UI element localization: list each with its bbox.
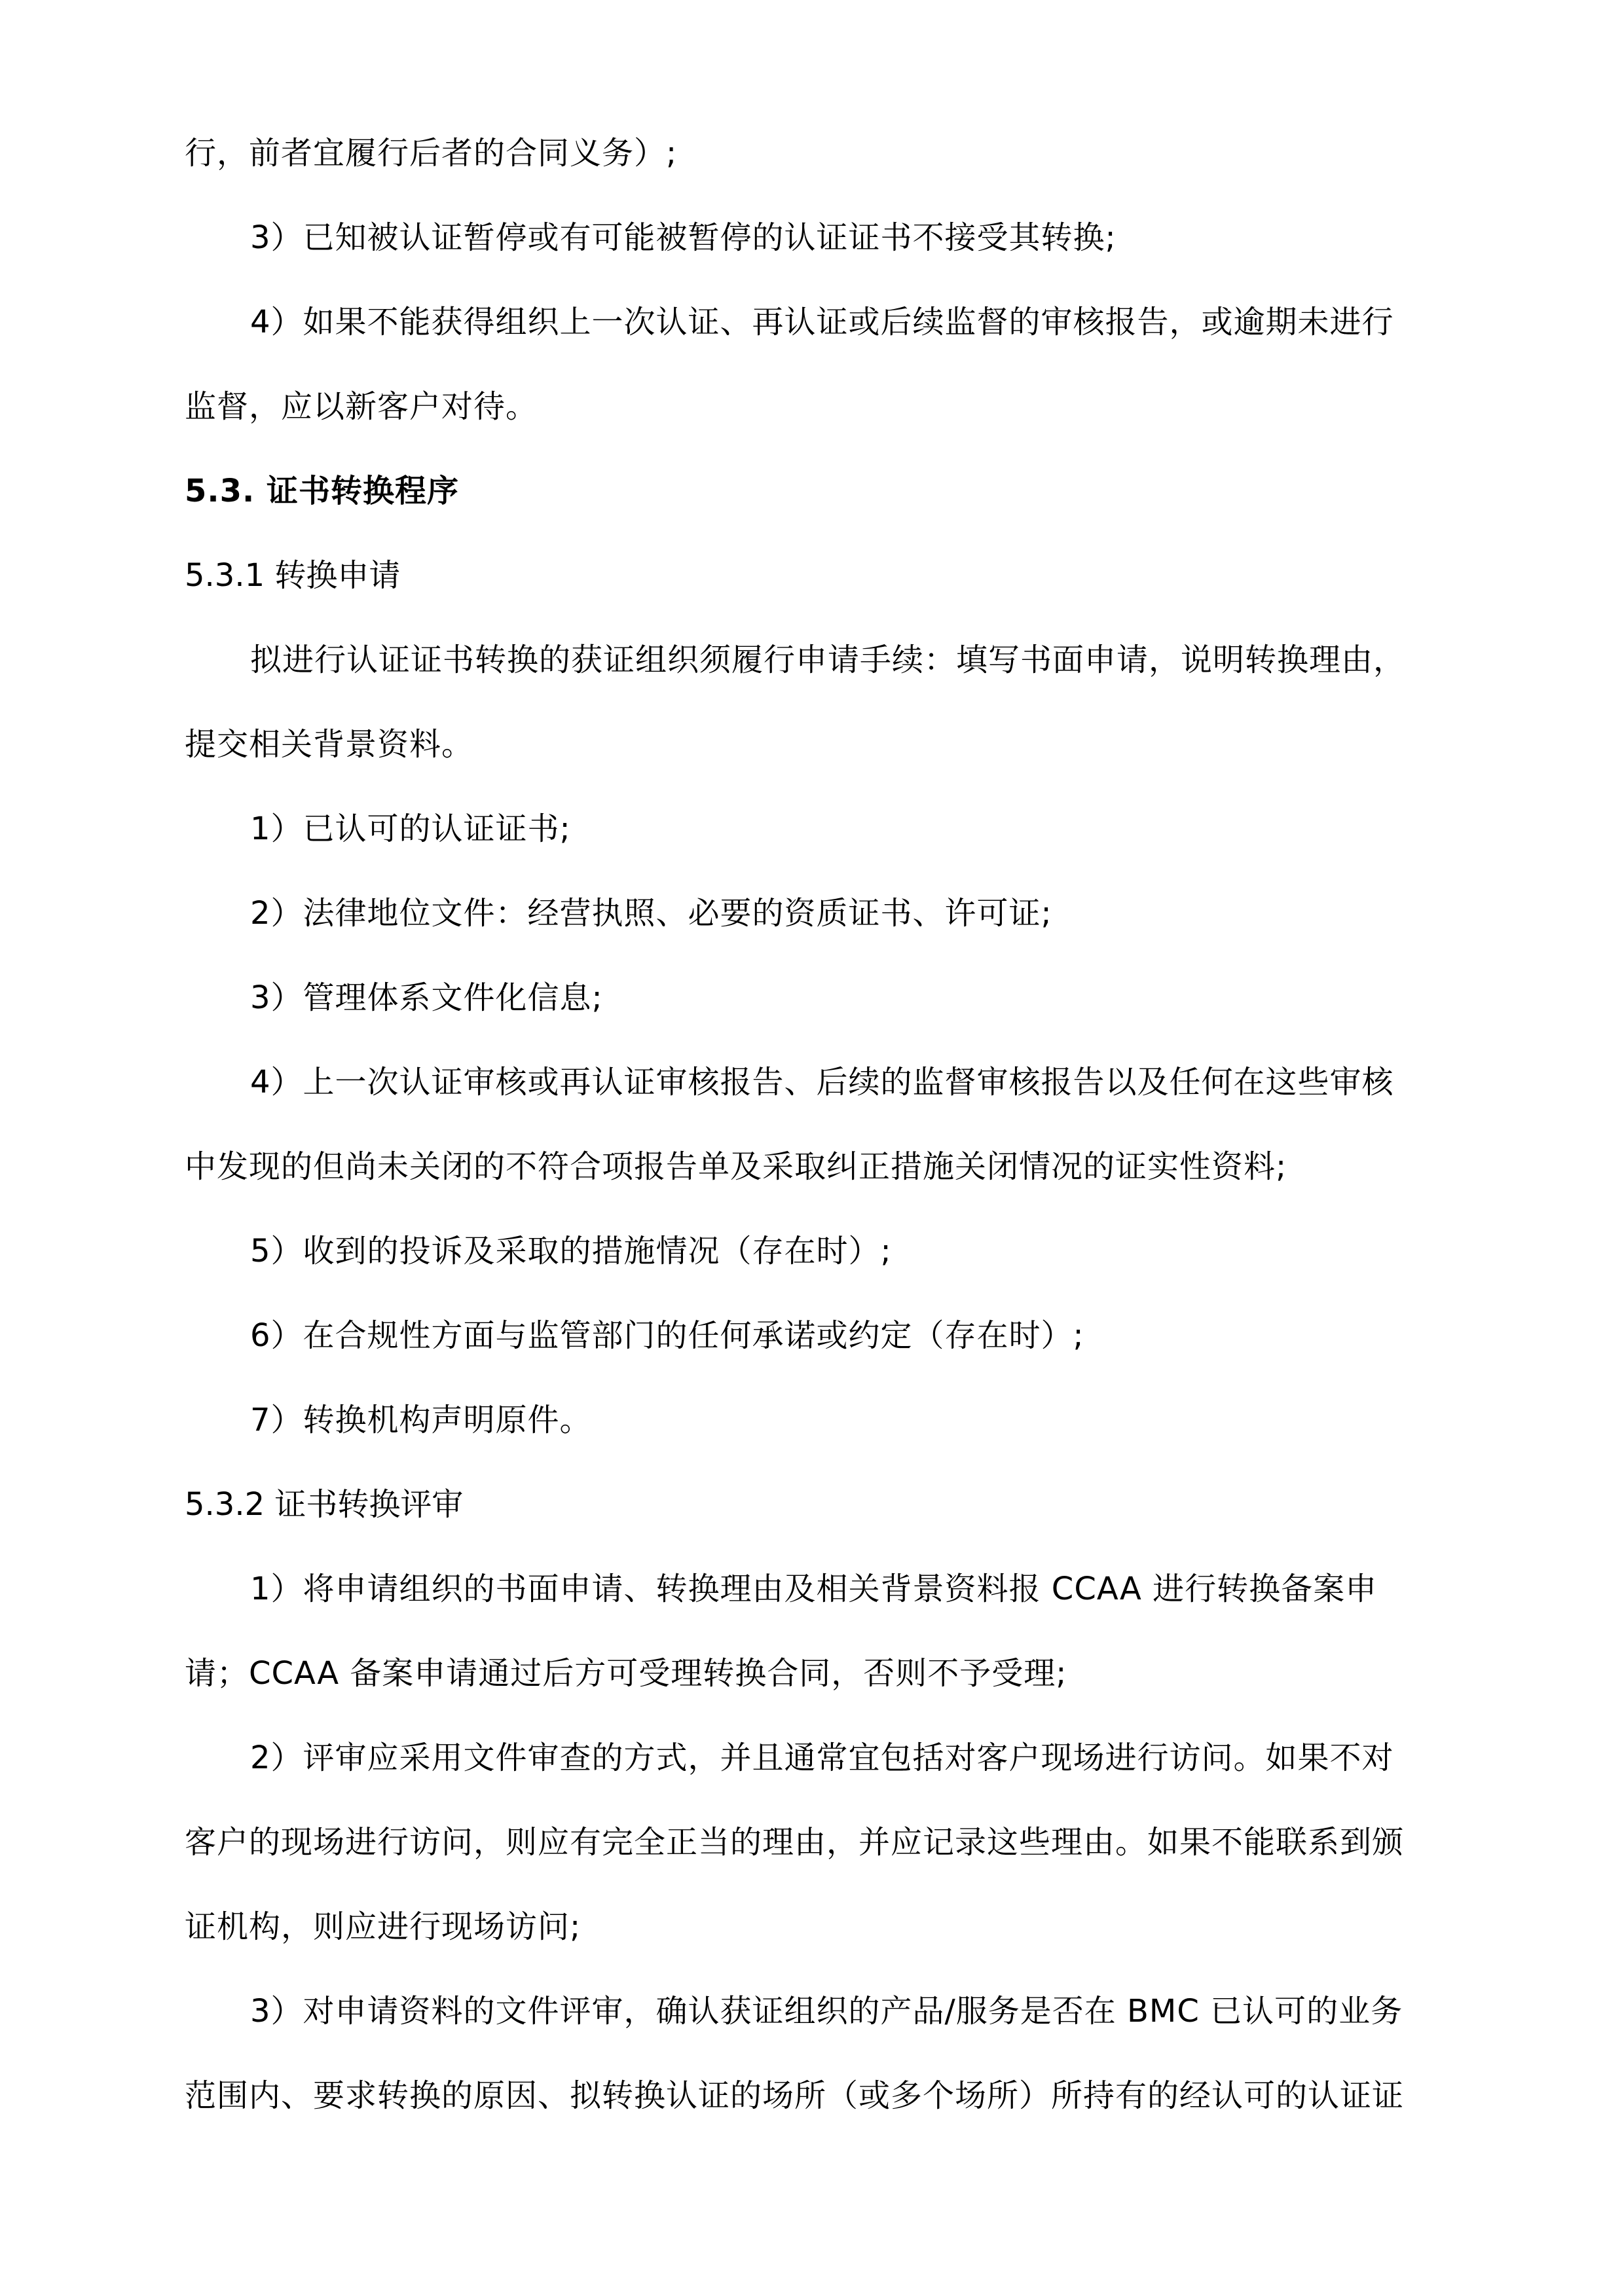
paragraph-application: 拟进行认证证书转换的获证组织须履行申请手续：填写书面申请，说明转换理由，	[250, 642, 1406, 678]
review-item-1: 1）将申请组织的书面申请、转换理由及相关背景资料报 CCAA 进行转换备案申	[250, 1571, 1378, 1607]
review-item-3-continuation: 范围内、要求转换的原因、拟转换认证的场所（或多个场所）所持有的经认可的认证证	[185, 2077, 1405, 2114]
review-item-2: 2）评审应采用文件审查的方式，并且通常宜包括对客户现场进行访问。如果不对	[250, 1740, 1394, 1776]
application-item-4-continuation: 中发现的但尚未关闭的不符合项报告单及采取纠正措施关闭情况的证实性资料;	[185, 1148, 1287, 1185]
review-item-2-continuation-end: 证机构，则应进行现场访问;	[185, 1908, 581, 1945]
subsection-heading-5-3-1: 5.3.1 转换申请	[185, 557, 401, 594]
section-heading-5-3: 5.3. 证书转换程序	[185, 473, 459, 509]
list-item-3: 3）已知被认证暂停或有可能被暂停的认证证书不接受其转换;	[250, 219, 1116, 256]
application-item-6: 6）在合规性方面与监管部门的任何承诺或约定（存在时）;	[250, 1317, 1084, 1354]
list-item-4-continuation: 监督，应以新客户对待。	[185, 388, 538, 425]
application-item-7: 7）转换机构声明原件。	[250, 1402, 592, 1438]
application-item-1: 1）已认可的认证证书;	[250, 811, 571, 847]
application-item-3: 3）管理体系文件化信息;	[250, 979, 603, 1016]
paragraph-continuation: 行，前者宜履行后者的合同义务）;	[185, 135, 678, 172]
paragraph-application-continuation: 提交相关背景资料。	[185, 726, 474, 763]
review-item-2-continuation: 客户的现场进行访问，则应有完全正当的理由，并应记录这些理由。如果不能联系到颁	[185, 1824, 1405, 1861]
subsection-heading-5-3-2: 5.3.2 证书转换评审	[185, 1486, 464, 1523]
review-item-3: 3）对申请资料的文件评审，确认获证组织的产品/服务是否在 BMC 已认可的业务	[250, 1993, 1403, 2030]
list-item-4: 4）如果不能获得组织上一次认证、再认证或后续监督的审核报告，或逾期未进行	[250, 304, 1394, 340]
application-item-4: 4）上一次认证审核或再认证审核报告、后续的监督审核报告以及任何在这些审核	[250, 1064, 1394, 1101]
application-item-2: 2）法律地位文件：经营执照、必要的资质证书、许可证;	[250, 895, 1052, 932]
review-item-1-continuation: 请；CCAA 备案申请通过后方可受理转换合同，否则不予受理;	[185, 1655, 1067, 1692]
application-item-5: 5）收到的投诉及采取的措施情况（存在时）;	[250, 1233, 892, 1269]
